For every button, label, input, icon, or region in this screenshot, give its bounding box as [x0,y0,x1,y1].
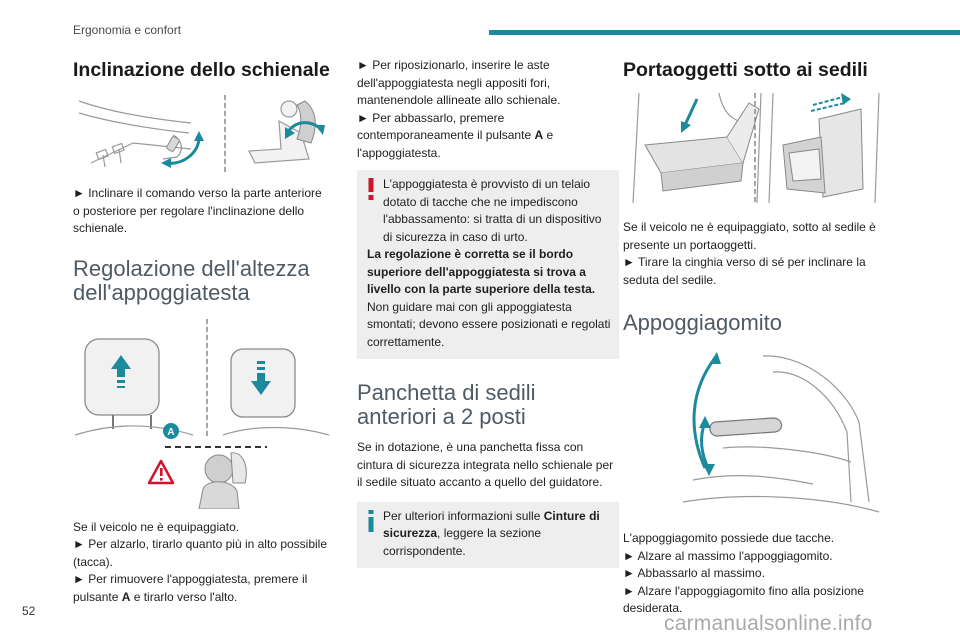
paragraph-headrest-instructions: Se il veicolo ne è equipaggiato. ► Per alzarlo, tirarlo quanto più in alto possibile (tacca). ► Per rimuovere l'appoggiatesta, premere il pulsante A e tirarlo verso l'alto. [73,519,328,604]
warning-exclamation-icon [367,178,375,205]
info-box: Per ulteriori informazioni sulle Cinture di sicurezza, leggere la sezione corrispondente. [357,502,619,569]
watermark: carmanualsonline.info [664,612,873,635]
heading-seat-back-tilt: Inclinazione dello schienale [73,59,330,81]
heading-front-bench: Panchetta di sedili anteriori a 2 posti [357,380,536,429]
paragraph-reposition: ► Per riposizionarlo, inserire le aste dell'appoggiatesta negli appositi fori, mantenendole allineate allo schienale. ► Per abbassarlo, premere contemporaneamente il pulsante A e l'appoggiatesta. [357,58,561,160]
paragraph-storage-instructions: Se il veicolo ne è equipaggiato, sotto al sedile è presente un portaoggetti. ► Tirare la cinghia verso di sé per inclinare la seduta del sedile. [623,220,876,287]
figure-under-seat-storage [623,93,885,205]
info-icon [368,510,374,537]
heading-headrest-height: Regolazione dell'altezza dell'appoggiatesta [73,255,310,305]
column-right [623,52,885,618]
paragraph-armrest-instructions: L'appoggiagomito possiede due tacche. ► Alzare al massimo l'appoggiagomito. ► Abbassarlo al massimo. ► Alzare l'appoggiagomito fino alla posizione desiderata. [623,531,864,615]
section-header: Ergonomia e confort [73,23,182,37]
heading-under-seat-storage: Portaoggetti sotto ai sedili [623,59,868,81]
figure-label-a: A [167,426,175,438]
paragraph-bench-description: Se in dotazione, è una panchetta fissa con cintura di sicurezza integrata nello schienale per il sedile situato accanto a quello del guidatore. [357,440,614,489]
column-left [73,52,331,606]
paragraph-tilt-instruction: ► Inclinare il comando verso la parte anteriore o posteriore per regolare l'inclinazione dello schienale. [73,186,322,235]
figure-seatback-recline [73,93,331,173]
warning-box: L'appoggiatesta è provvisto di un telaio dotato di tacche che ne impediscono l'abbassamento: si tratta di un dispositivo di sicurezza in caso di urto. La regolazione è corretta se il bordo superiore dell'appoggiatesta si trova a livello con la parte superiore della testa. Non guidare mai con gli appoggiatesta smontati; devono essere posizionati e regolati correttamente. [357,170,619,359]
figure-armrest [623,352,885,522]
column-middle [357,52,619,568]
heading-armrest: Appoggiagomito [623,310,783,335]
figure-headrest-adjust [73,319,331,509]
page-number: 52 [22,604,36,618]
header-accent-bar [489,30,960,35]
